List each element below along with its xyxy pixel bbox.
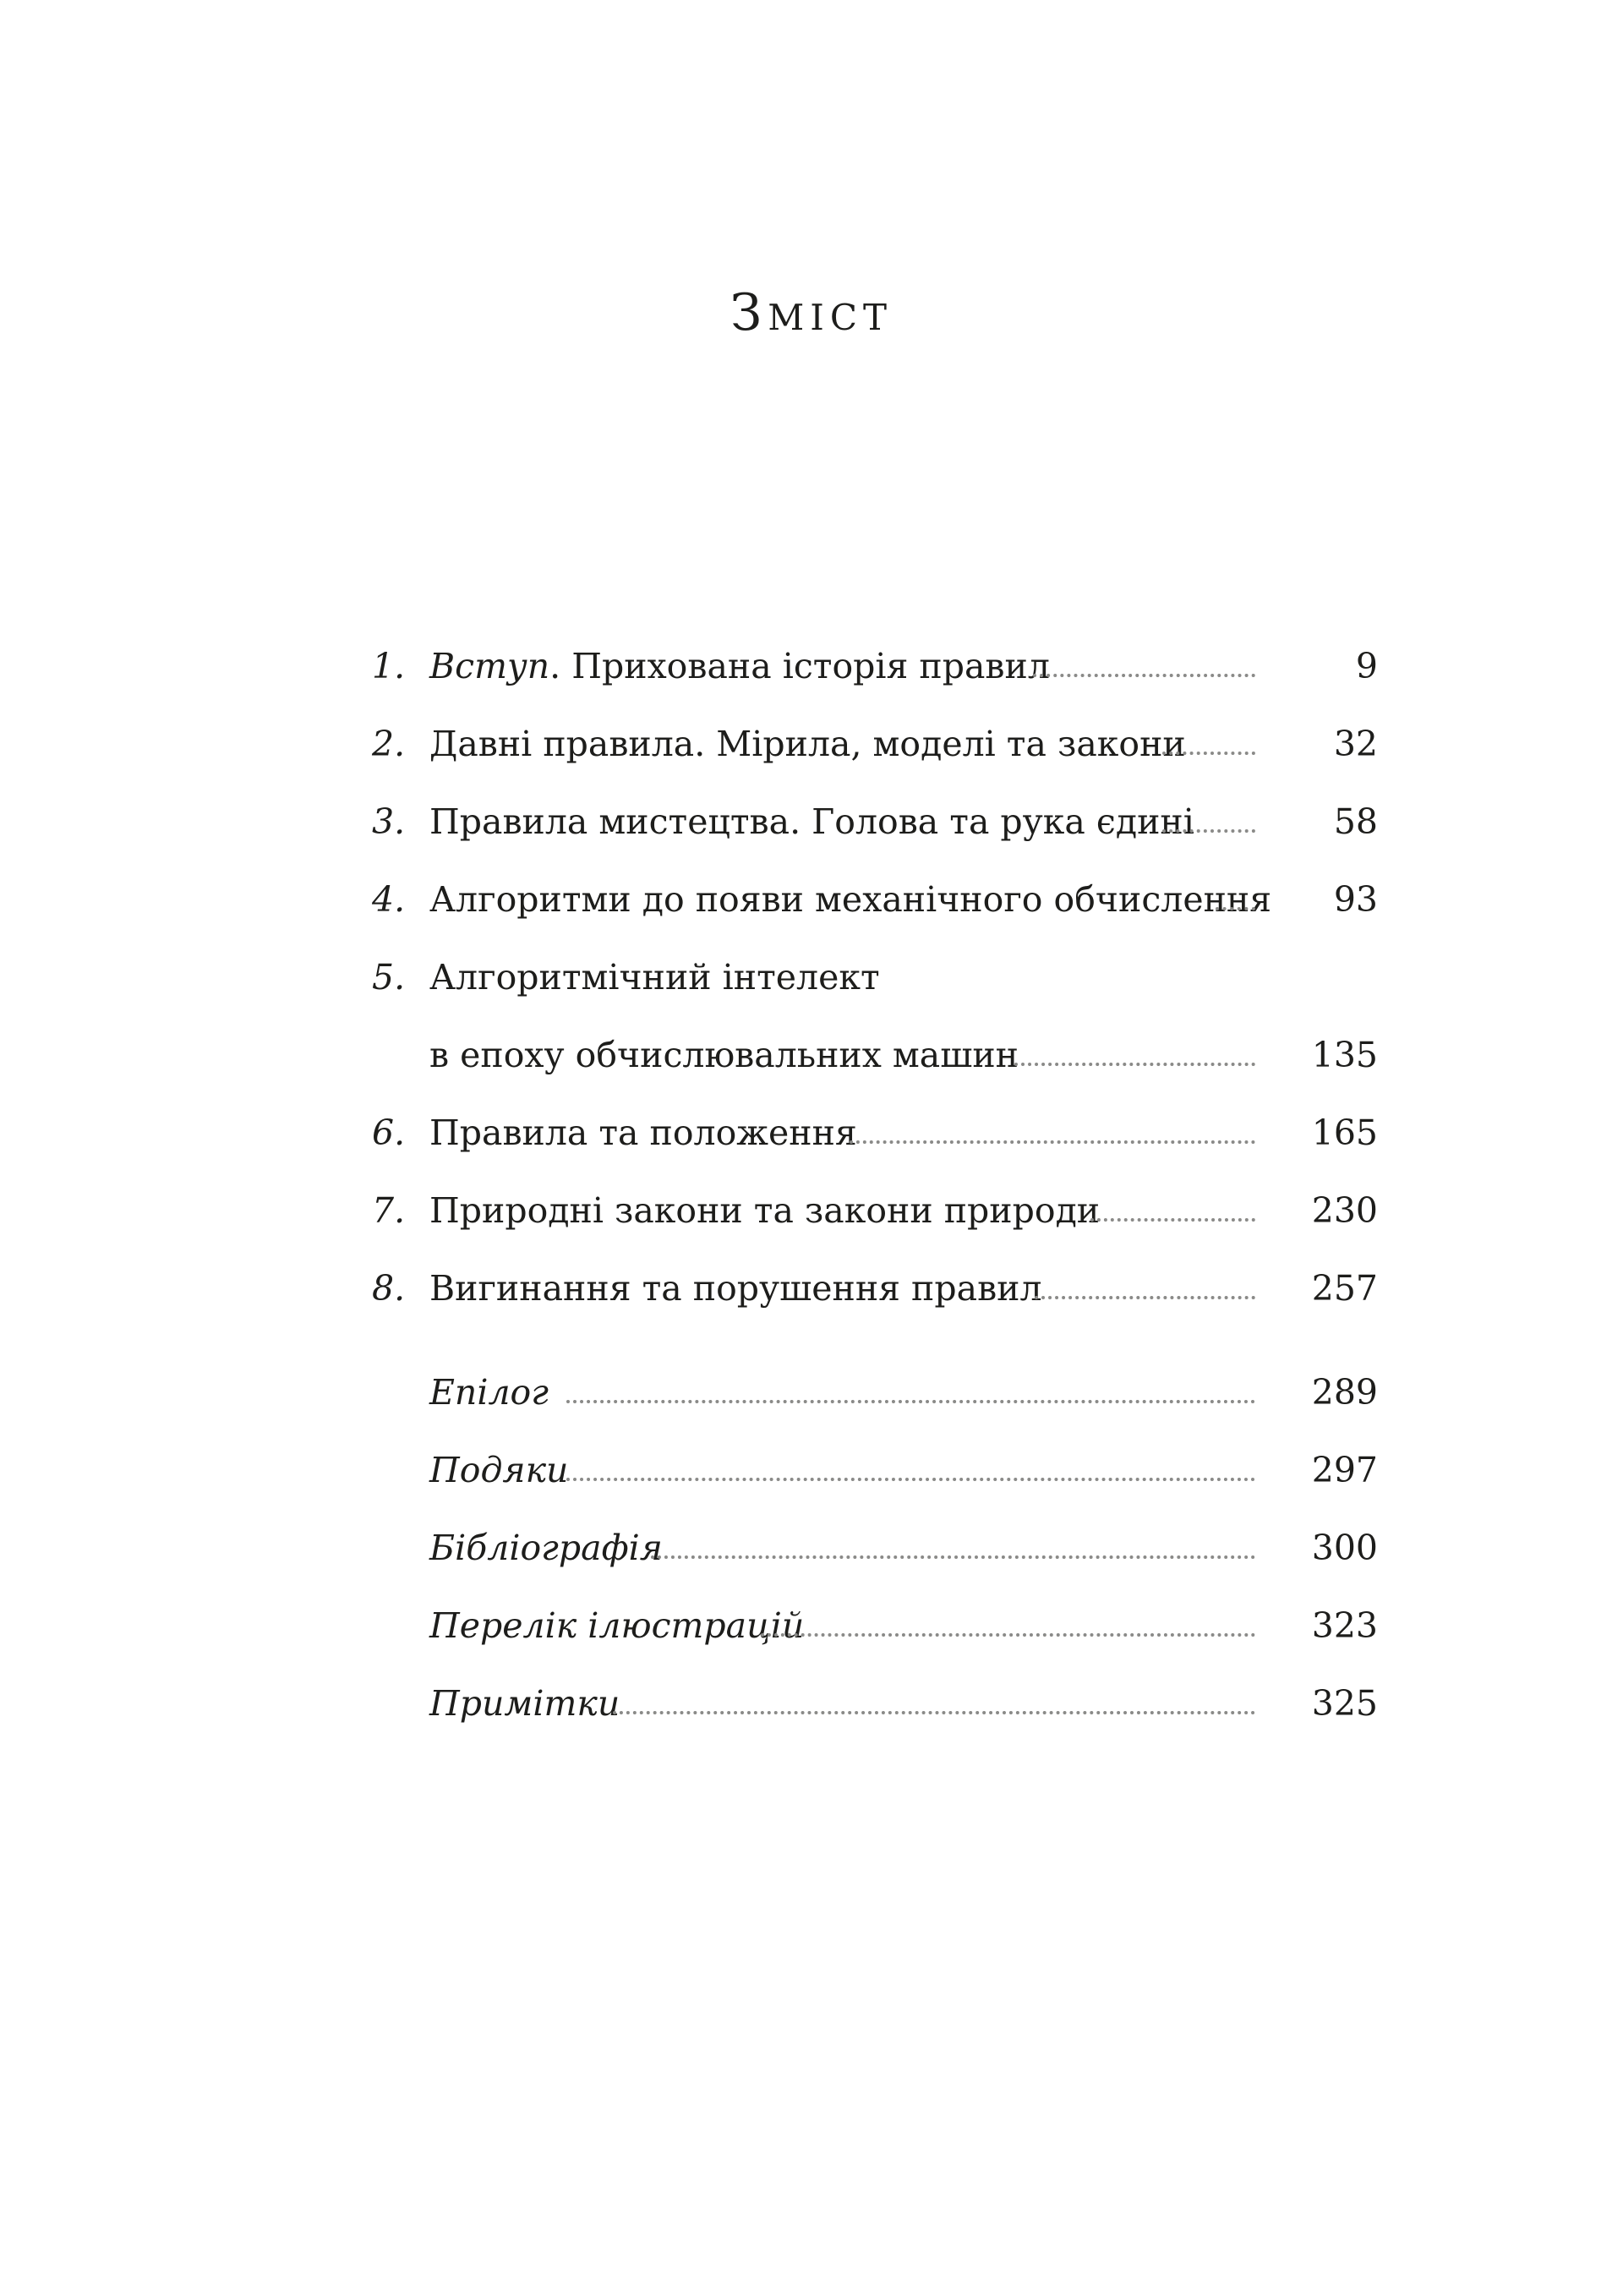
chapter-title: Алгоритми до появи механічного обчислення	[429, 879, 1272, 920]
backmatter-title: Подяки	[429, 1450, 569, 1490]
chapter-number: 2.	[372, 724, 406, 764]
dot-leader	[566, 1400, 1255, 1403]
chapter-number: 6.	[372, 1112, 406, 1153]
toc-entry-notes[interactable]	[372, 1678, 1378, 1729]
dot-leader	[761, 1633, 1255, 1637]
chapter-number: 7.	[372, 1190, 406, 1231]
chapter-title: Вигинання та порушення правил	[429, 1268, 1042, 1309]
chapter-title-rest: . Прихована історія правил	[549, 646, 1050, 686]
chapter-number: 5.	[372, 957, 406, 998]
chapter-title	[429, 641, 1050, 692]
toc-entry-chapter-2[interactable]	[372, 719, 1378, 769]
chapter-number: 3.	[372, 801, 406, 842]
dot-leader	[1033, 674, 1255, 677]
chapter-title: Природні закони та закони природи	[429, 1190, 1101, 1231]
page-number: 297	[1311, 1450, 1378, 1490]
page-number: 323	[1311, 1605, 1378, 1646]
toc-entry-acknowledgements[interactable]	[372, 1445, 1378, 1495]
page-number: 257	[1311, 1268, 1378, 1309]
toc-entry-chapter-3[interactable]	[372, 796, 1378, 847]
chapter-title-italic: Вступ	[429, 646, 550, 686]
dot-leader	[1014, 1063, 1255, 1066]
dot-leader	[1162, 752, 1255, 755]
page-number: 165	[1311, 1112, 1378, 1153]
toc-entry-chapter-4[interactable]	[372, 874, 1378, 925]
backmatter-title: Перелік ілюстрацій	[429, 1605, 805, 1646]
toc-entry-epilogue[interactable]	[372, 1367, 1378, 1418]
dot-leader	[1035, 1296, 1255, 1299]
page-number: 9	[1355, 646, 1378, 686]
backmatter-title: Епілог	[429, 1372, 549, 1413]
dot-leader	[1216, 907, 1255, 910]
page-number: 300	[1311, 1528, 1378, 1568]
dot-leader	[651, 1555, 1255, 1559]
chapter-title: Давні правила. Мірила, моделі та закони	[429, 724, 1186, 764]
page-number: 230	[1311, 1190, 1378, 1231]
backmatter-title: Примітки	[429, 1683, 620, 1724]
page-number: 93	[1333, 879, 1378, 920]
chapter-number: 4.	[372, 879, 406, 920]
toc-entry-list-of-illustrations[interactable]	[372, 1600, 1378, 1651]
toc-entry-chapter-5[interactable]	[372, 952, 1378, 1080]
page-number: 289	[1311, 1372, 1378, 1413]
page-number: 325	[1311, 1683, 1378, 1724]
dot-leader	[1090, 1218, 1255, 1222]
toc-entry-chapter-8[interactable]	[372, 1263, 1378, 1314]
dot-leader	[613, 1711, 1255, 1714]
page-number: 32	[1333, 724, 1378, 764]
toc-entry-chapter-7[interactable]	[372, 1185, 1378, 1236]
toc-entry-bibliography[interactable]	[372, 1522, 1378, 1573]
dot-leader	[1162, 829, 1255, 833]
chapter-title: Правила мистецтва. Голова та рука єдині	[429, 801, 1194, 842]
chapter-title-line-1: Алгоритмічний інтелект	[429, 957, 880, 998]
chapter-number: 8.	[372, 1268, 406, 1309]
chapter-number: 1.	[372, 646, 406, 686]
toc-entry-chapter-1[interactable]	[372, 641, 1378, 692]
backmatter-title: Бібліографія	[429, 1528, 663, 1568]
chapter-title: Правила та положення	[429, 1112, 857, 1153]
page-number: 135	[1311, 1035, 1378, 1075]
dot-leader	[566, 1478, 1255, 1481]
page-number: 58	[1333, 801, 1378, 842]
toc-entry-chapter-6[interactable]	[372, 1107, 1378, 1158]
chapter-title-line-2: в епоху обчислювальних машин	[429, 1035, 1019, 1075]
page-title: Зміст	[730, 283, 893, 342]
dot-leader	[850, 1140, 1255, 1144]
